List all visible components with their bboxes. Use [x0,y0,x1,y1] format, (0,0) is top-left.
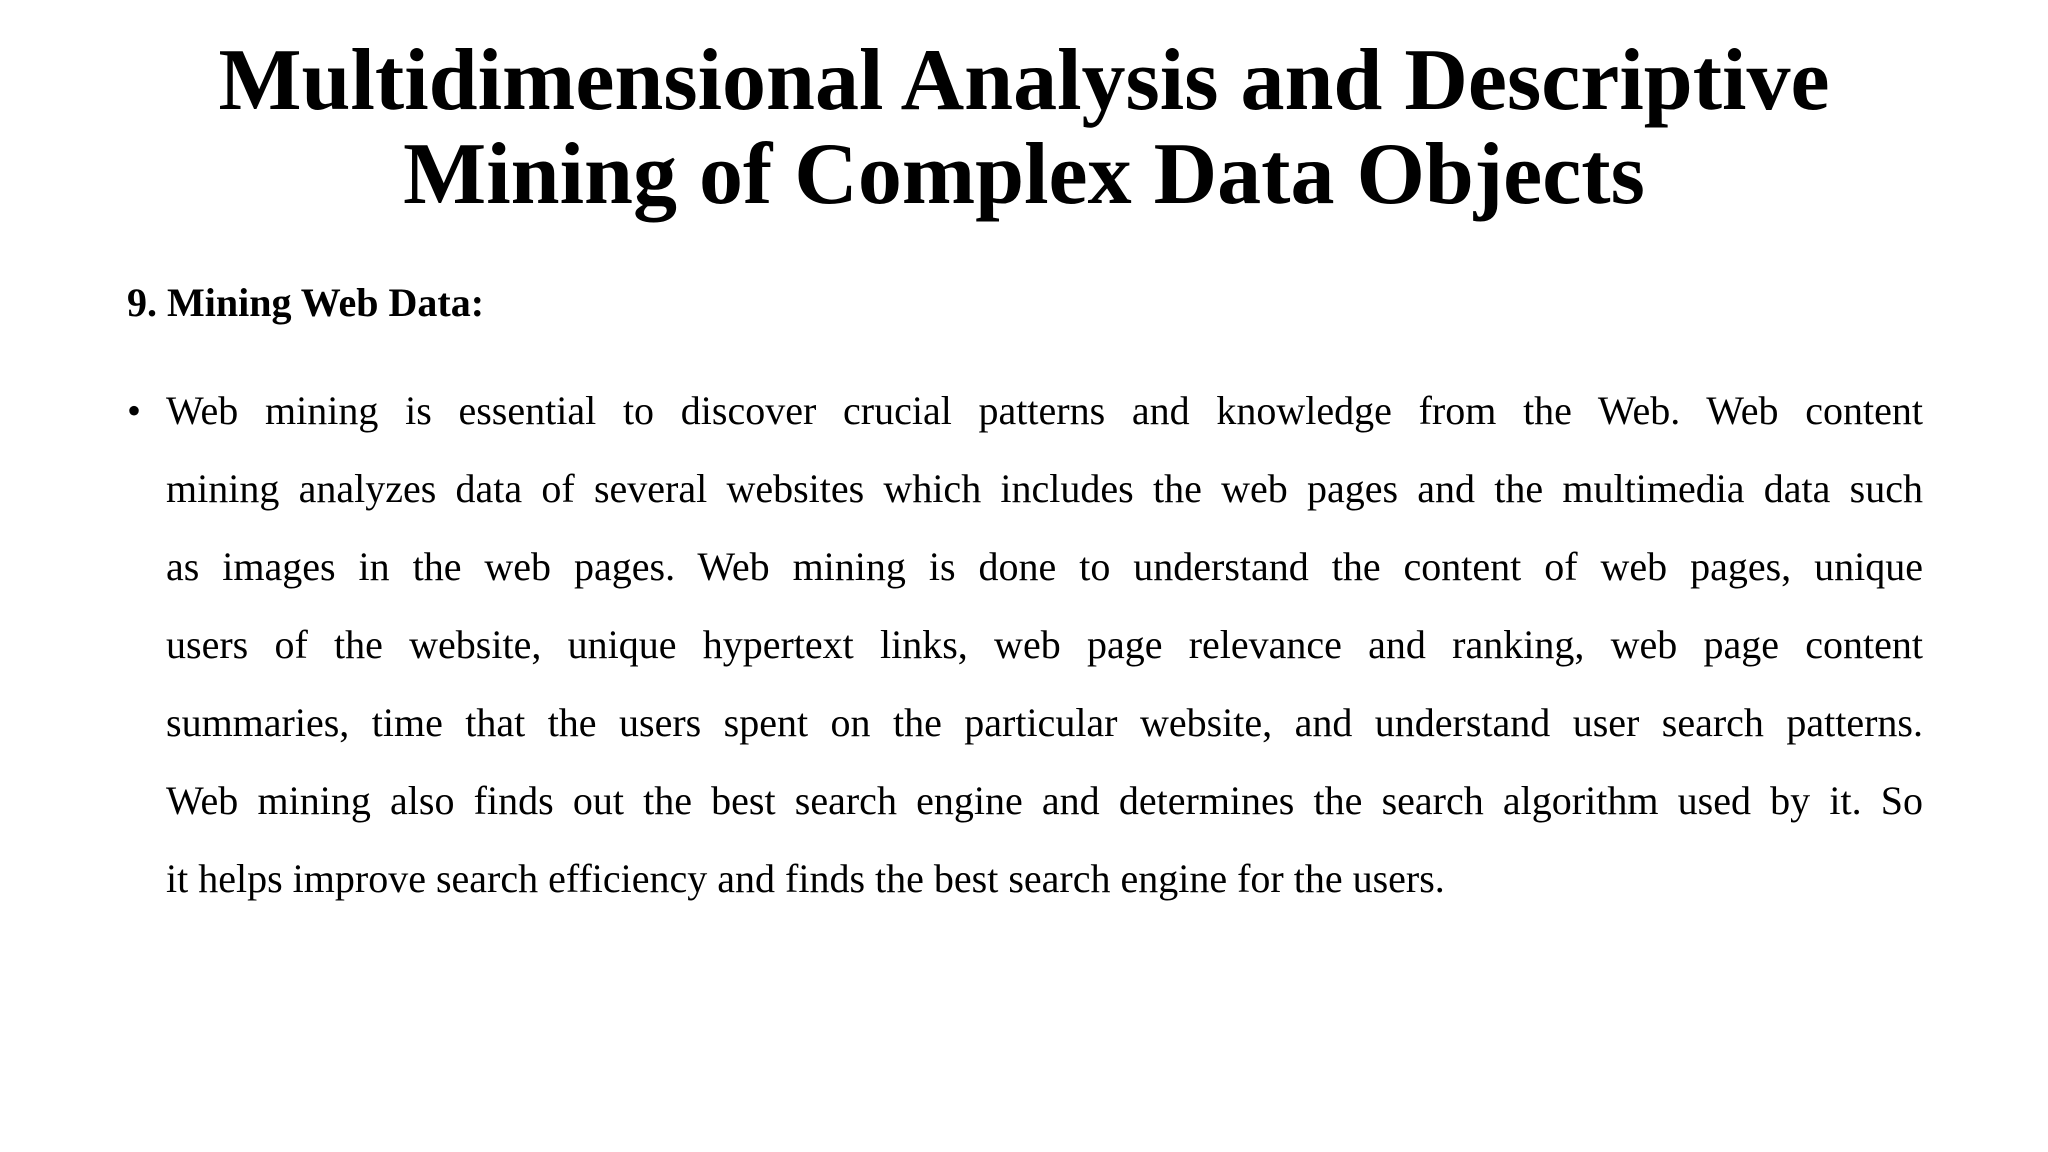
slide-title-line-1: Multidimensional Analysis and Descriptive [218,32,1830,129]
bullet-item [127,372,1923,918]
bullet-icon: • [127,388,142,433]
paragraph-line-1: Web mining is essential to discover crucial patterns and knowledge from the Web. Web content [166,388,1923,433]
paragraph-line-2: mining analyzes data of several websites which includes the web pages and the multimedia data such [166,466,1923,511]
paragraph-line-5: summaries, time that the users spent on the particular website, and understand user search patterns. [166,700,1923,745]
slide-title [124,34,1924,222]
paragraph-line-4: users of the website, unique hypertext links, web page relevance and ranking, web page content [166,622,1923,667]
slide-title-line-2: Mining of Complex Data Objects [403,126,1645,223]
bullet-list [127,372,1923,918]
paragraph-line-3: as images in the web pages. Web mining is done to understand the content of web pages, unique [166,544,1923,589]
paragraph-line-7: it helps improve search efficiency and finds the best search engine for the users. [166,856,1445,901]
paragraph-line-6: Web mining also finds out the best search engine and determines the search algorithm used by it. So [166,778,1923,823]
section-heading: 9. Mining Web Data: [127,280,485,325]
